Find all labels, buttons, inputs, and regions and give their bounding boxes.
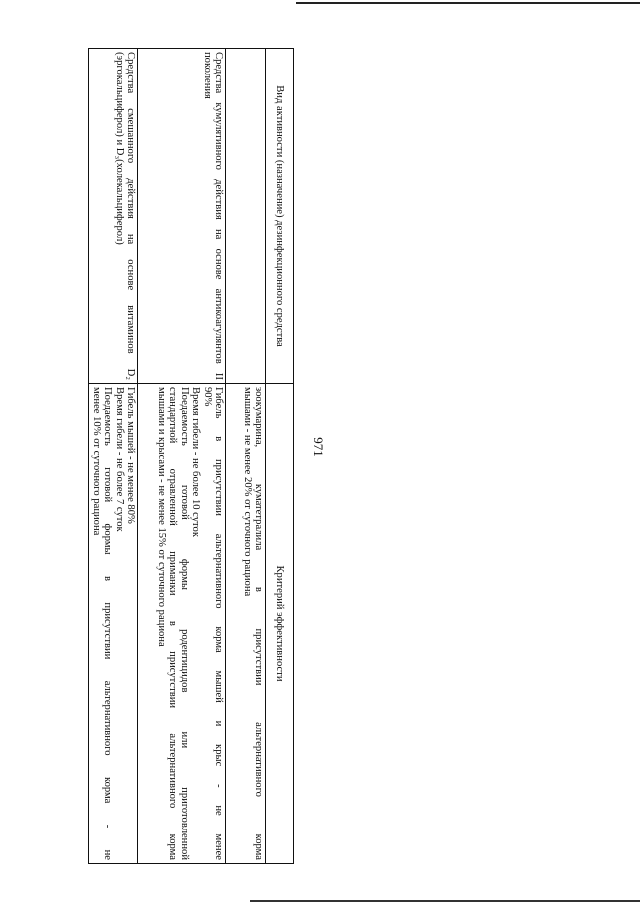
criterion-line: Поедаемость готовой формы родентицидов или приготовленной — [178, 387, 190, 860]
header-criterion: Критерий эффективности — [266, 384, 294, 864]
page-number: 971 — [311, 437, 326, 457]
cell-criterion — [138, 384, 226, 864]
activity-line: поколения — [201, 52, 213, 99]
rotated-table-wrapper — [90, 48, 294, 863]
criterion-line: 90% — [201, 387, 213, 407]
criterion-line: стандартной отравленной приманки в присутствии альтернативного корма — [167, 387, 179, 860]
criterion-line: Гибель в присутствии альтернативного корма мышей и крыс - не менее — [213, 387, 224, 860]
cell-criterion — [89, 384, 138, 864]
activity-line: (эргокальциферол) и D₃(холекальциферол) — [113, 52, 125, 245]
criteria-table — [88, 48, 294, 864]
cell-activity — [89, 49, 138, 384]
table-row — [226, 49, 266, 864]
header-activity: Вид активности (назначение) дезинфекционного средства — [266, 49, 294, 384]
activity-line: Средства смешанного действия на основе витаминов D₂ — [125, 52, 136, 380]
cell-activity — [226, 49, 266, 384]
criterion-line: зоокумарина, куматетралила в присутствии альтернативного корма — [253, 387, 264, 860]
criterion-line: менее 10% от суточного рациона — [90, 387, 102, 536]
table-row — [138, 49, 226, 864]
criterion-line: Гибель мышей - не менее 80% — [125, 387, 136, 524]
criterion-line: Поедаемость готовой формы в присутствии альтернативного корма - не — [102, 387, 114, 860]
criterion-line: мышами и крысами - не менее 15% от суточного рациона — [155, 387, 167, 647]
activity-line: Средства кумулятивного действия на основе антикоагулянтов II — [213, 52, 224, 380]
table-row — [89, 49, 138, 864]
criterion-line: Время гибели - не более 10 суток — [190, 387, 202, 537]
table-header-row — [266, 49, 294, 864]
cell-activity — [138, 49, 226, 384]
cell-criterion — [226, 384, 266, 864]
criterion-line: Время гибели - не более 7 суток — [113, 387, 125, 532]
scan-edge-top — [296, 2, 640, 4]
criterion-line: мышами - не менее 20% от суточного рациона — [241, 387, 253, 597]
scan-edge-bottom — [250, 900, 640, 902]
